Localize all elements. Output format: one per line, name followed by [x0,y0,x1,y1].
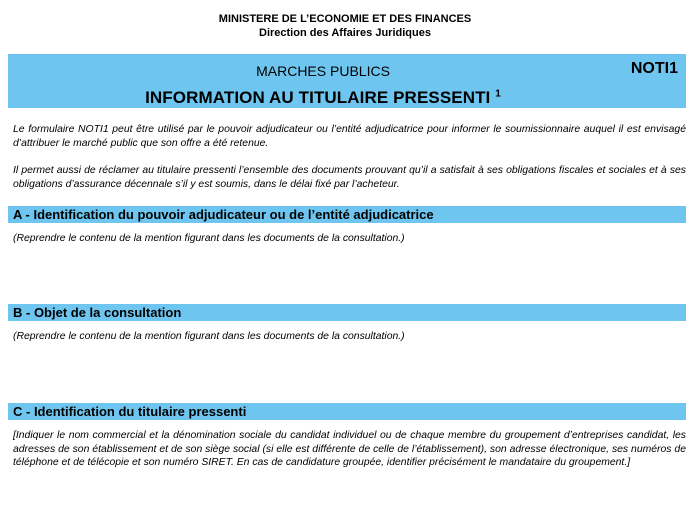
section-c-title: C - Identification du titulaire pressenti [13,404,247,419]
intro-paragraph-2: Il permet aussi de réclamer au titulaire pressenti l’ensemble des documents prouvant qu’il a satisfait à ses obligations fiscales et sociales et à ses obligations d’assurance décennale s’il y est soumis, dans le délai fixé par l’acheteur. [13,165,686,190]
footnote-mark: 1 [495,88,501,100]
document-header [0,12,690,40]
intro-paragraph-1: Le formulaire NOTI1 peut être utilisé par le pouvoir adjudicateur ou l’entité adjudicatrice pour informer le soumissionnaire auquel il est envisagé d’attribuer le marché public que son offre a été retenue. [13,124,686,149]
title-banner [8,54,686,108]
banner-subtitle: MARCHES PUBLICS [256,63,390,79]
section-a-header [8,206,686,223]
form-title-text: INFORMATION AU TITULAIRE PRESSENTI [145,88,491,107]
section-b-note: (Reprendre le contenu de la mention figurant dans les documents de la consultation.) [13,331,405,342]
section-b-header [8,304,686,321]
section-c-note: [Indiquer le nom commercial et la dénomination sociale du candidat individuel ou de chaque membre du groupement d’entreprises candidat, les adresses de son établissement et de son siège social (si elle est différente de celle de l’établissement), son adresse électronique, ses numéros de téléphone et de télécopie et son numéro SIRET. En cas de candidature groupée, identifier précisément le mandataire du groupement.] [13,430,686,468]
section-c-header [8,403,686,420]
ministry-name: MINISTERE DE L’ECONOMIE ET DES FINANCES [218,13,472,25]
direction-name: Direction des Affaires Juridiques [259,27,431,39]
section-a-note: (Reprendre le contenu de la mention figurant dans les documents de la consultation.) [13,233,405,244]
form-title [8,88,638,108]
form-code: NOTI1 [630,60,678,77]
section-b-title: B - Objet de la consultation [13,305,182,320]
section-a-title: A - Identification du pouvoir adjudicateur ou de l’entité adjudicatrice [13,207,434,222]
